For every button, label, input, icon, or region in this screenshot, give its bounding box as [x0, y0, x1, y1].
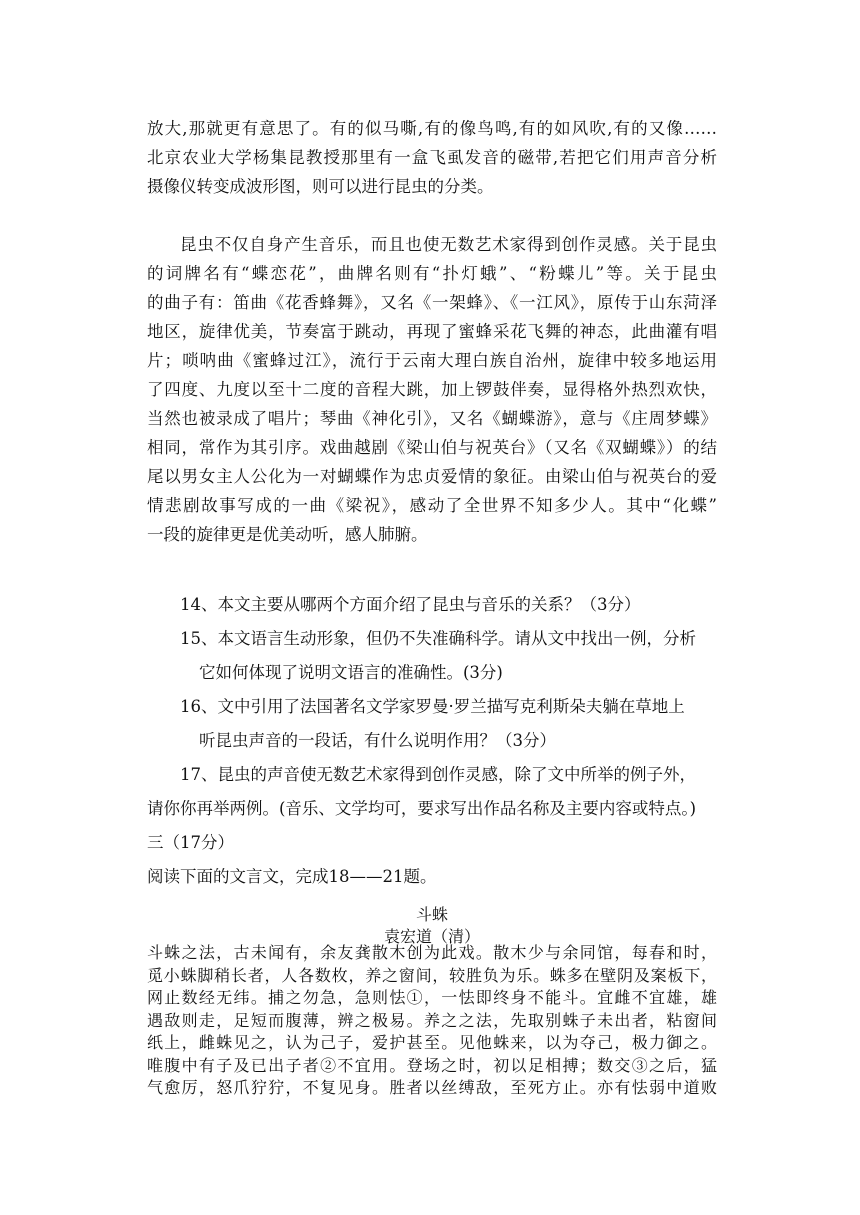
question-15-line-2: 它如何体现了说明文语言的准确性。(3分): [199, 663, 503, 682]
classical-text-body: [147, 942, 717, 1100]
text-line: 的词牌名有“蝶恋花”，曲牌名则有“扑灯蛾”、“粉蝶儿”等。关于昆虫: [147, 264, 717, 283]
classical-line: 网止数经无纬。捕之勿急，急则怯①，一怯即终身不能斗。宜雌不宜雄，雄: [147, 988, 717, 1007]
classical-title: 斗蛛: [415, 905, 448, 924]
classical-author: 袁宏道（清）: [383, 927, 480, 946]
classical-line: 斗蛛之法，古未闻有，余友龚散木创为此戏。散木少与余同馆，每春和时，: [147, 943, 717, 962]
text-line: 地区，旋律优美，节奏富于跳动，再现了蜜蜂采花飞舞的神态，此曲灌有唱: [147, 322, 717, 341]
question-15-line-1: 15、本文语言生动形象，但仍不失准确科学。请从文中找出一例，分析: [180, 629, 696, 648]
classical-line: 遇敌则走，足短而腹薄，辨之极易。养之之法，先取别蛛子未出者，粘窗间: [147, 1010, 717, 1030]
question-16-line-1: 16、文中引用了法国著名文学家罗曼·罗兰描写克利斯朵夫躺在草地上: [180, 697, 685, 716]
text-line: 放大,那就更有意思了。有的似马嘶,有的像鸟鸣,有的如风吹,有的又像……: [147, 119, 717, 138]
classical-line: 觅小蛛脚稍长者，人各数枚，养之窗间，较胜负为乐。蛛多在壁阴及案板下，: [147, 965, 717, 985]
text-line: 的曲子有：笛曲《花香蜂舞》，又名《一架蜂》、《一江风》，原传于山东菏泽: [147, 293, 717, 312]
text-line: 当然也被录成了唱片；琴曲《神化引》，又名《蝴蝶游》，意与《庄周梦蝶》: [147, 409, 717, 428]
passage-paragraph-1: [147, 114, 717, 201]
text-line: 片；唢呐曲《蜜蜂过江》，流行于云南大理白族自治州，旋律中较多地运用: [147, 351, 717, 370]
classical-line: 纸上，雌蛛见之，认为己子，爱护甚至。见他蛛来，以为夺己，极力御之。: [147, 1033, 717, 1052]
text-line: 昆虫不仅自身产生音乐，而且也使无数艺术家得到创作灵感。关于昆虫: [180, 235, 717, 254]
section-instruction: 阅读下面的文言文，完成18——21题。: [147, 867, 437, 886]
classical-line: 气愈厉，怒爪狞狞，不复见身。胜者以丝缚敌，至死方止。亦有怯弱中道败: [147, 1078, 717, 1097]
text-line: 情悲剧故事写成的一曲《梁祝》，感动了全世界不知多少人。其中“化蝶”: [147, 496, 717, 515]
text-line: 了四度、九度以至十二度的音程大跳，加上锣鼓伴奏，显得格外热烈欢快，: [147, 380, 717, 399]
text-line: 相同，常作为其引序。戏曲越剧《梁山伯与祝英台》（又名《双蝴蝶》）的结: [147, 438, 717, 457]
question-17-line-2: 请你你再举两例。(音乐、文学均可，要求写出作品名称及主要内容或特点。): [147, 799, 697, 818]
text-line: 尾以男女主人公化为一对蝴蝶作为忠贞爱情的象征。由梁山伯与祝英台的爱: [147, 467, 717, 486]
question-17-line-1: 17、昆虫的声音使无数艺术家得到创作灵感，除了文中所举的例子外，: [180, 765, 696, 784]
classical-line: 唯腹中有子及已出子者②不宜用。登场之时，初以足相搏；数交③之后，猛: [147, 1055, 717, 1075]
text-line: 摄像仪转变成波形图，则可以进行昆虫的分类。: [147, 177, 494, 196]
question-16-line-2: 听昆虫声音的一段话，有什么说明作用？（3分）: [199, 731, 556, 750]
questions: [147, 588, 717, 894]
text-line: 一段的旋律更是优美动听，感人肺腑。: [147, 525, 428, 544]
question-14: 14、本文主要从哪两个方面介绍了昆虫与音乐的关系？（3分）: [180, 595, 641, 614]
text-line: 北京农业大学杨集昆教授那里有一盒飞虱发音的磁带,若把它们用声音分析: [147, 148, 717, 167]
passage-paragraph-2: [147, 230, 717, 549]
section-heading: 三（17分）: [147, 833, 234, 852]
